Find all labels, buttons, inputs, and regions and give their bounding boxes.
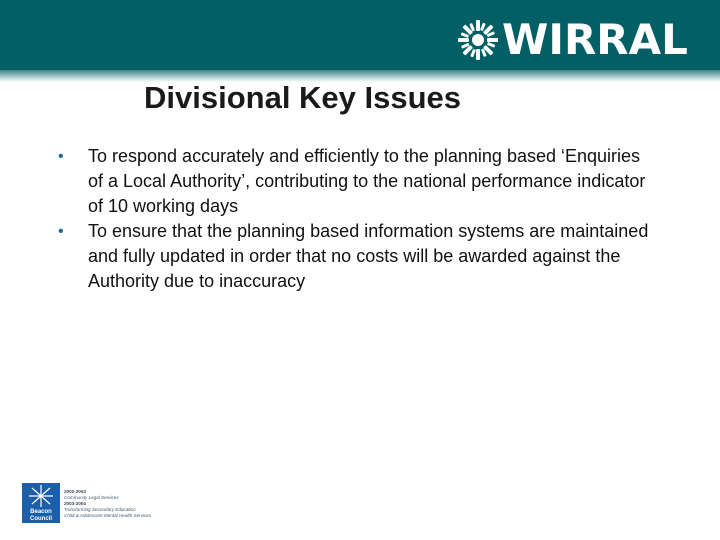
beacon-star-icon <box>25 484 57 508</box>
award-text: Community Legal Services <box>64 495 119 500</box>
list-item <box>58 144 658 219</box>
bullet-text: To ensure that the planning based information systems are maintained and fully updated in order that no costs will be awarded against the Authority due to inaccuracy <box>88 221 649 291</box>
starburst-icon <box>456 18 500 62</box>
award-year: 2002-2003 <box>64 489 86 494</box>
award-text: Transforming Secondary Education <box>64 507 136 512</box>
logo-text: WIRRAL <box>502 15 688 64</box>
bullet-list <box>58 144 658 294</box>
wirral-logo <box>456 17 688 63</box>
list-item <box>58 219 658 294</box>
award-text: Child & Adolescent Mental Health Services <box>64 513 152 518</box>
slide-title: Divisional Key Issues <box>144 80 462 115</box>
award-year: 2003-2004 <box>64 501 86 506</box>
bullet-text: To respond accurately and efficiently to the planning based ‘Enquiries of a Local Authority’, contributing to the national performance indicator of 10 working days <box>88 146 646 216</box>
bullet-icon: • <box>58 223 64 240</box>
beacon-awards <box>64 489 151 519</box>
beacon-line2: Council <box>30 516 52 522</box>
beacon-line1: Beacon <box>30 509 52 515</box>
bullet-icon: • <box>58 148 64 165</box>
beacon-mark <box>22 483 60 523</box>
beacon-council-logo <box>22 483 151 523</box>
